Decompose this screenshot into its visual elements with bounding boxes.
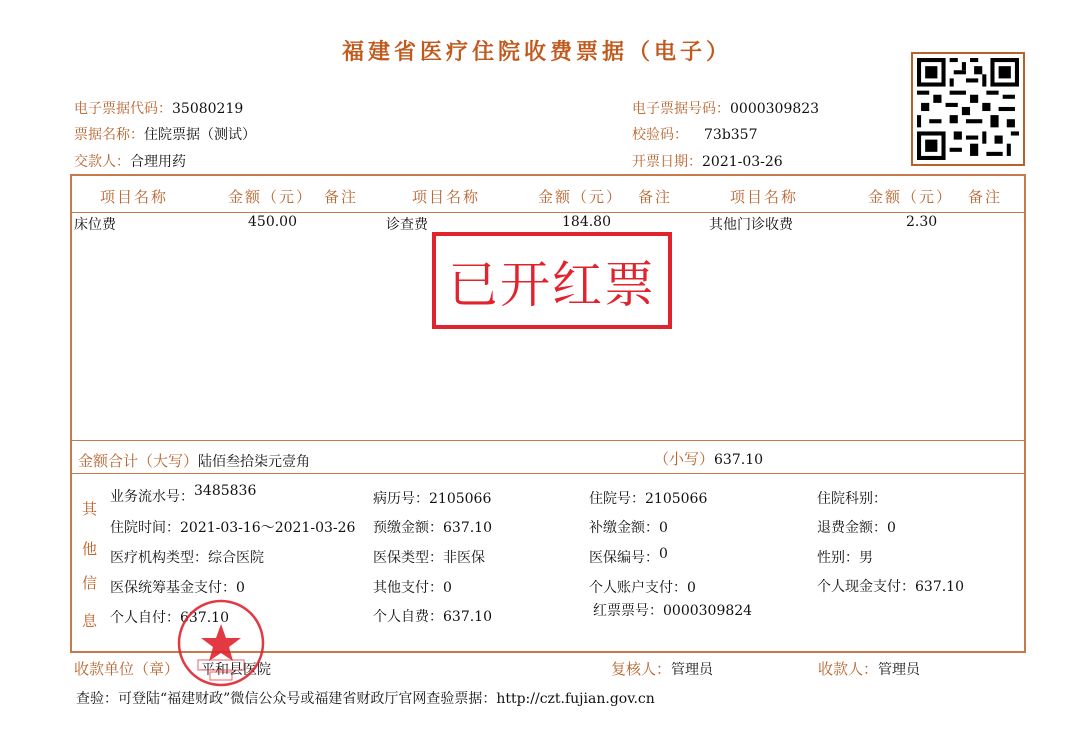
name-row — [74, 124, 256, 144]
red-invoice-stamp — [432, 232, 672, 329]
supp-label: 补缴金额： — [589, 520, 659, 536]
items-divider — [72, 440, 1024, 441]
prepay-label: 预缴金额： — [373, 520, 443, 536]
date-value: 2021-03-26 — [702, 154, 783, 170]
serial-label: 业务流水号： — [110, 489, 194, 505]
code-label: 电子票据代码： — [74, 101, 172, 117]
prepay-value: 637.10 — [443, 520, 492, 536]
total-lower-label: （小写） — [654, 450, 715, 468]
number-label: 电子票据号码： — [632, 101, 730, 117]
orgtype-field — [110, 547, 264, 567]
gender-field — [817, 547, 873, 567]
total-lower-value: 637.10 — [714, 452, 764, 468]
orgtype-label: 医疗机构类型： — [110, 550, 208, 566]
check-label: 校验码： — [632, 127, 688, 143]
payee-row — [818, 658, 920, 679]
payer-row — [74, 151, 186, 171]
reviewer-value: 管理员 — [671, 662, 714, 678]
redno-field — [593, 600, 752, 620]
other-char-2: 他 — [82, 540, 98, 558]
unit-value: 平和县医院 — [201, 662, 272, 678]
inpatient-field — [589, 488, 707, 508]
cash-field — [817, 576, 964, 596]
record-field — [373, 488, 491, 508]
otherpay-value: 0 — [443, 580, 452, 596]
insno-value: 0 — [659, 546, 668, 562]
inpatient-value: 2105066 — [645, 491, 708, 507]
selfpay-label: 个人自付： — [110, 610, 180, 626]
account-field — [589, 577, 696, 597]
red-invoice-stamp-text: 已开红票 — [448, 255, 656, 314]
payer-label: 交款人： — [74, 154, 130, 170]
refund-label: 退费金额： — [817, 520, 887, 536]
record-label: 病历号： — [373, 491, 429, 507]
otherpay-label: 其他支付： — [373, 580, 443, 596]
payee-label: 收款人： — [818, 660, 879, 678]
col-item-1: 项目名称 — [100, 188, 169, 206]
account-label: 个人账户支付： — [589, 580, 687, 596]
date-label: 开票日期： — [632, 154, 702, 170]
insno-label: 医保编号： — [589, 550, 659, 566]
orgtype-value: 综合医院 — [208, 550, 264, 566]
supp-field — [589, 517, 668, 537]
selfpay-value: 637.10 — [180, 610, 229, 626]
selfexp-field — [373, 606, 492, 626]
number-value: 0000309823 — [730, 101, 820, 117]
record-value: 2105066 — [429, 491, 492, 507]
item-name-3: 其他门诊收费 — [709, 217, 793, 233]
code-value: 35080219 — [172, 101, 244, 117]
refund-value: 0 — [887, 520, 896, 536]
reviewer-label: 复核人： — [611, 660, 672, 678]
instype-value: 非医保 — [443, 550, 485, 566]
item-amount-3: 2.30 — [906, 214, 938, 230]
gender-label: 性别： — [817, 550, 859, 566]
period-value: 2021-03-16～2021-03-26 — [180, 520, 356, 536]
refund-field — [817, 517, 896, 537]
verify-note: 查验：可登陆“福建财政”微信公众号或福建省财政厅官网查验票据：http://czt.fujian.gov.cn — [76, 691, 655, 707]
col-item-2: 项目名称 — [412, 188, 481, 206]
col-amount-2: 金额（元） — [538, 188, 624, 206]
cash-label: 个人现金支付： — [817, 579, 915, 595]
col-item-3: 项目名称 — [730, 188, 799, 206]
date-row — [632, 151, 783, 171]
selfexp-label: 个人自费： — [373, 609, 443, 625]
redno-value: 0000309824 — [663, 603, 753, 619]
invoice-title: 福建省医疗住院收费票据（电子） — [341, 39, 732, 65]
redno-label: 红票票号： — [593, 603, 663, 619]
col-note-2: 备注 — [638, 188, 673, 206]
total-upper-label: 金额合计（大写） — [78, 452, 199, 470]
fund-label: 医保统筹基金支付： — [110, 580, 236, 596]
total-upper — [78, 450, 310, 471]
prepay-field — [373, 517, 492, 537]
serial-value: 3485836 — [194, 483, 257, 499]
hospital-seal-icon — [176, 598, 266, 688]
payer-value: 合理用药 — [130, 154, 186, 170]
cash-value: 637.10 — [915, 579, 964, 595]
fund-value: 0 — [236, 580, 245, 596]
name-value: 住院票据（测试） — [144, 127, 256, 143]
selfexp-value: 637.10 — [443, 609, 492, 625]
name-label: 票据名称： — [74, 127, 144, 143]
period-label: 住院时间： — [110, 520, 180, 536]
fund-field — [110, 577, 245, 597]
period-field — [110, 517, 355, 537]
qr-code-icon — [917, 58, 1019, 160]
gender-value: 男 — [859, 550, 873, 566]
unit-label: 收款单位（章） — [74, 660, 180, 678]
otherpay-field — [373, 577, 452, 597]
payee-value: 管理员 — [878, 662, 921, 678]
dept-field — [817, 488, 887, 508]
account-value: 0 — [687, 580, 696, 596]
item-amount-1: 450.00 — [248, 214, 297, 230]
insno-field — [589, 547, 668, 567]
check-value: 73b357 — [704, 127, 758, 143]
serial-field — [110, 483, 257, 506]
instype-label: 医保类型： — [373, 550, 443, 566]
header-divider — [72, 212, 1024, 213]
col-amount-3: 金额（元） — [868, 188, 954, 206]
item-name-2: 诊查费 — [386, 217, 428, 233]
check-row — [632, 124, 758, 144]
reviewer-row — [611, 658, 713, 679]
other-char-1: 其 — [82, 500, 98, 518]
dept-label: 住院科别： — [817, 491, 887, 507]
other-char-3: 信 — [82, 574, 98, 592]
qr-code — [911, 52, 1025, 166]
item-name-1: 床位费 — [74, 217, 116, 233]
col-note-1: 备注 — [324, 188, 359, 206]
item-amount-2: 184.80 — [562, 214, 611, 230]
total-lower — [654, 448, 763, 469]
total-divider — [72, 473, 1024, 474]
total-upper-value: 陆佰叁拾柒元壹角 — [198, 454, 311, 470]
supp-value: 0 — [659, 520, 668, 536]
other-char-4: 息 — [82, 612, 98, 630]
inpatient-label: 住院号： — [589, 491, 645, 507]
col-note-3: 备注 — [968, 188, 1003, 206]
code-row — [74, 98, 243, 118]
number-row — [632, 98, 819, 118]
col-amount-1: 金额（元） — [228, 188, 314, 206]
instype-field — [373, 547, 485, 567]
